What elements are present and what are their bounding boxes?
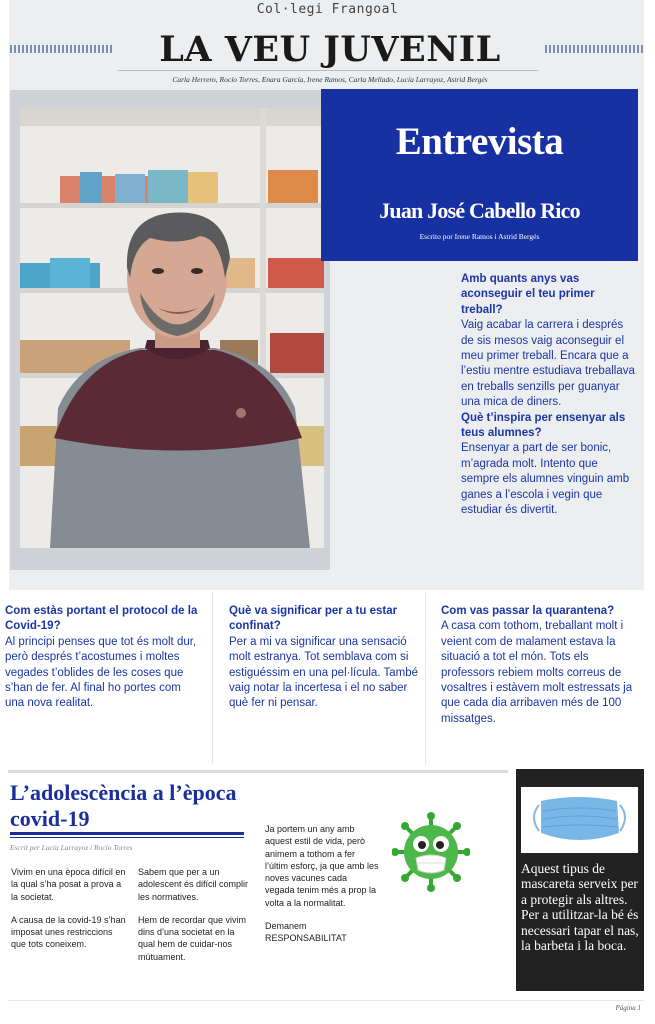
paragraph: Hem de recordar que vivim dins d’una societat en la qual hem de cuidar-nos mútuament. (138, 914, 247, 962)
article-column-2 (138, 866, 254, 963)
section-title: Entrevista (395, 120, 564, 163)
school-name: Col·legi Frangoal (256, 2, 399, 17)
article-byline: Escrit per Lucía Larrayoz i Rocío Torres (10, 843, 133, 852)
question: Com vas passar la quarantena? (441, 605, 615, 617)
masthead-rule (118, 70, 538, 71)
decorative-stripes-right (545, 45, 645, 53)
column-divider (212, 592, 213, 764)
question: Com estàs portant el protocol de la Covid-19? (5, 605, 198, 633)
answer: A casa com tothom, treballant molt i veient com de malament estava la situació a tot el món. Tots els professors rebiem molts correus de vosaltres i estàvem molt estressats ja que cada dia arribaven més de 100 missatges. (441, 620, 633, 725)
answer: Al principi penses que tot és molt dur, però després t’acostumes i moltes vegades t’oblides de les coses que s’han de fer. Al final ho portes com una nova realitat. (5, 635, 197, 710)
page-number: Página 1 (615, 1004, 641, 1012)
article-title: L’adolescència a l’època covid-19 (10, 780, 237, 831)
face-mask-icon (521, 787, 638, 853)
teacher-portrait-image (20, 108, 324, 548)
interview-right-column (461, 272, 639, 519)
interview-column-2 (229, 604, 425, 712)
article-title-rule-thin (10, 837, 244, 838)
paragraph: Vivim en una època difícil en la qual s’ha posat a prova a la societat. (11, 867, 126, 902)
sidebar-text: Aquest tipus de mascareta serveix per a protegir als altres. Per a utilitzar-la bé és necessari tapar el nas, la barbeta i la boca. (521, 861, 639, 954)
question: Amb quants anys vas aconseguir el teu primer treball? (461, 273, 595, 316)
paragraph: Demanem RESPONSABILITAT (265, 921, 347, 944)
feature-byline: Escrito por Irene Ramos i Astrid Bergés (419, 232, 540, 241)
decorative-stripes-left (10, 45, 112, 53)
interview-column-1 (5, 604, 201, 712)
answer: Vaig acabar la carrera i després de sis mesos vaig aconseguir el meu primer treball. Encara que a l’estiu mentre estudiava treballava en treballs senzills per guanyar una mica de diners. (461, 319, 635, 409)
article-top-rule (8, 770, 508, 773)
feature-header-box (321, 89, 638, 261)
paragraph: Ja portem un any amb aquest estil de vida, però animem a tothom a fer l’últim esforç, ja que amb les noves vacunes cada vegada tenim més a prop la volta a la normalitat. (265, 824, 379, 908)
article-title-rule (10, 832, 244, 835)
newspaper-title: LA VEU JUVENIL (159, 29, 501, 70)
interviewee-name: Juan José Cabello Rico (379, 198, 580, 223)
virus-icon (392, 812, 470, 892)
question: Què t’inspira per ensenyar als teus alumnes? (461, 411, 626, 440)
answer: Ensenyar a part de ser bonic, m’agrada molt. Intento que sempre els alumnes vinguin amb ganes a l’escola i vegin que estudiar és divertit. (461, 442, 630, 517)
question: Què va significar per a tu estar confinat? (229, 605, 398, 633)
sidebar-box (516, 769, 644, 991)
paragraph: Sabem que per a un adolescent és difícil complir les normatives. (138, 867, 249, 902)
footer-rule (8, 1000, 644, 1001)
interviewee-photo (20, 108, 324, 548)
answer: Per a mi va significar una sensació molt estranya. Tot semblava com si estiguéssim en una pel·lícula. També vaig notar la incertesa i el no saber què fer ni pensar. (229, 635, 419, 710)
article-column-1 (11, 866, 128, 951)
interview-column-3 (441, 604, 637, 727)
authors-line: Carla Herrero, Rocío Torres, Enara García, Irene Ramos, Carla Mellado, Lucía Larrayoz, Astrid Bergés (172, 75, 488, 84)
paragraph: A causa de la covid-19 s’han imposat unes restriccions que tots coneixem. (11, 914, 126, 950)
article-column-3 (265, 823, 379, 945)
mask-image-frame (521, 787, 638, 853)
column-divider (425, 592, 426, 764)
